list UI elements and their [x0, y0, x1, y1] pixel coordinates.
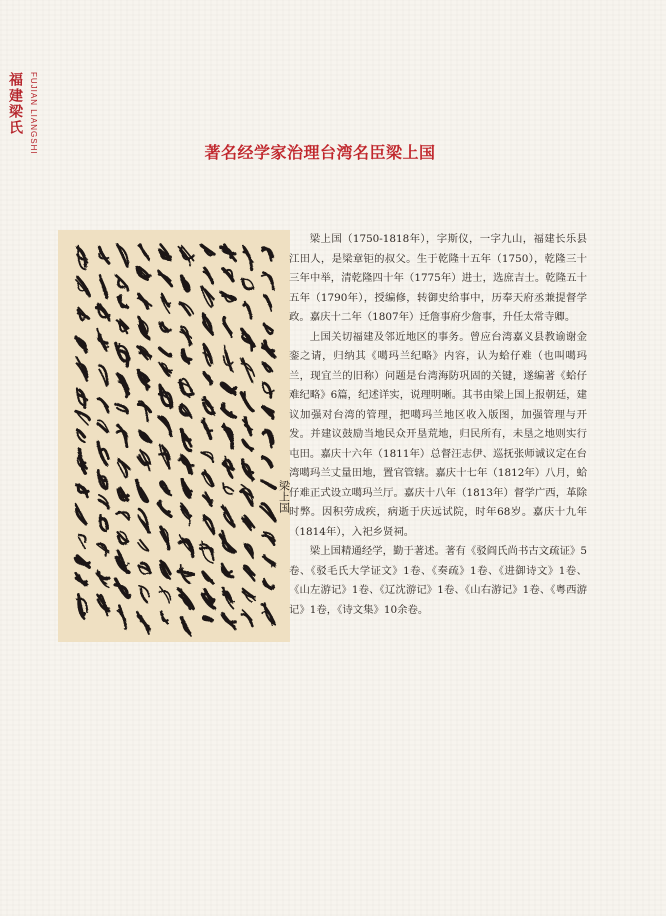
- calligraphy-artwork: [58, 230, 290, 642]
- paragraph-1: 梁上国（1750-1818年），字斯仪，一字九山，福建长乐县江田人，是梁章钜的叔父。生于乾隆十五年（1750），乾隆三十三年中举，清乾隆四十年（1775年）进士，选庶吉士。乾隆五十五年（1790年），授编修，转御史给事中，历奉天府丞兼提督学政。嘉庆十二年（1807年）迁詹事府少詹事，升任太常寺卿。: [289, 233, 587, 323]
- paragraph-2: 上国关切福建及邻近地区的事务。曾应台湾嘉义县教谕谢金銮之请，归纳其《噶玛兰纪略》内容，认为蛤仔难（也叫噶玛兰，现宜兰的旧称）问题是台湾海防巩固的关键，遂编著《蛤仔难纪略》6篇，纪述详实，说理明晰。其书由梁上国上报朝廷，建议加强对台湾的管理，把噶玛兰地区收入版图，加强管理与开发。并建议鼓励当地民众开垦荒地，归民所有，未垦之地则实行屯田。嘉庆十六年（1811年）总督汪志伊、巡抚张师诚议定在台湾噶玛兰丈量田地，置官管辖。嘉庆十七年（1812年）八月，蛤仔难正式设立噶玛兰厅。嘉庆十八年（1813年）督学广西，革除时弊。因积劳成疾，病逝于庆远试院，时年68岁。嘉庆十九年（1814年），入祀乡贤祠。: [289, 330, 587, 538]
- signature-text: 梁上国: [277, 480, 290, 513]
- paragraph-3: 梁上国精通经学，勤于著述。著有《驳阎氏尚书古文疏证》5卷、《驳毛氏大学证文》1卷、《奏疏》1卷、《进御诗文》1卷、《山左游记》1卷、《辽沈游记》1卷、《山右游记》1卷、《粤西游记》1卷，《诗文集》10余卷。: [289, 545, 587, 616]
- series-title: 福建梁氏: [7, 72, 23, 136]
- article-title: 著名经学家治理台湾名臣梁上国: [204, 143, 436, 162]
- article-body: [289, 230, 587, 620]
- calligraphy-image: [58, 230, 290, 642]
- series-subtitle: FUJIAN LIANGSHI: [29, 72, 38, 155]
